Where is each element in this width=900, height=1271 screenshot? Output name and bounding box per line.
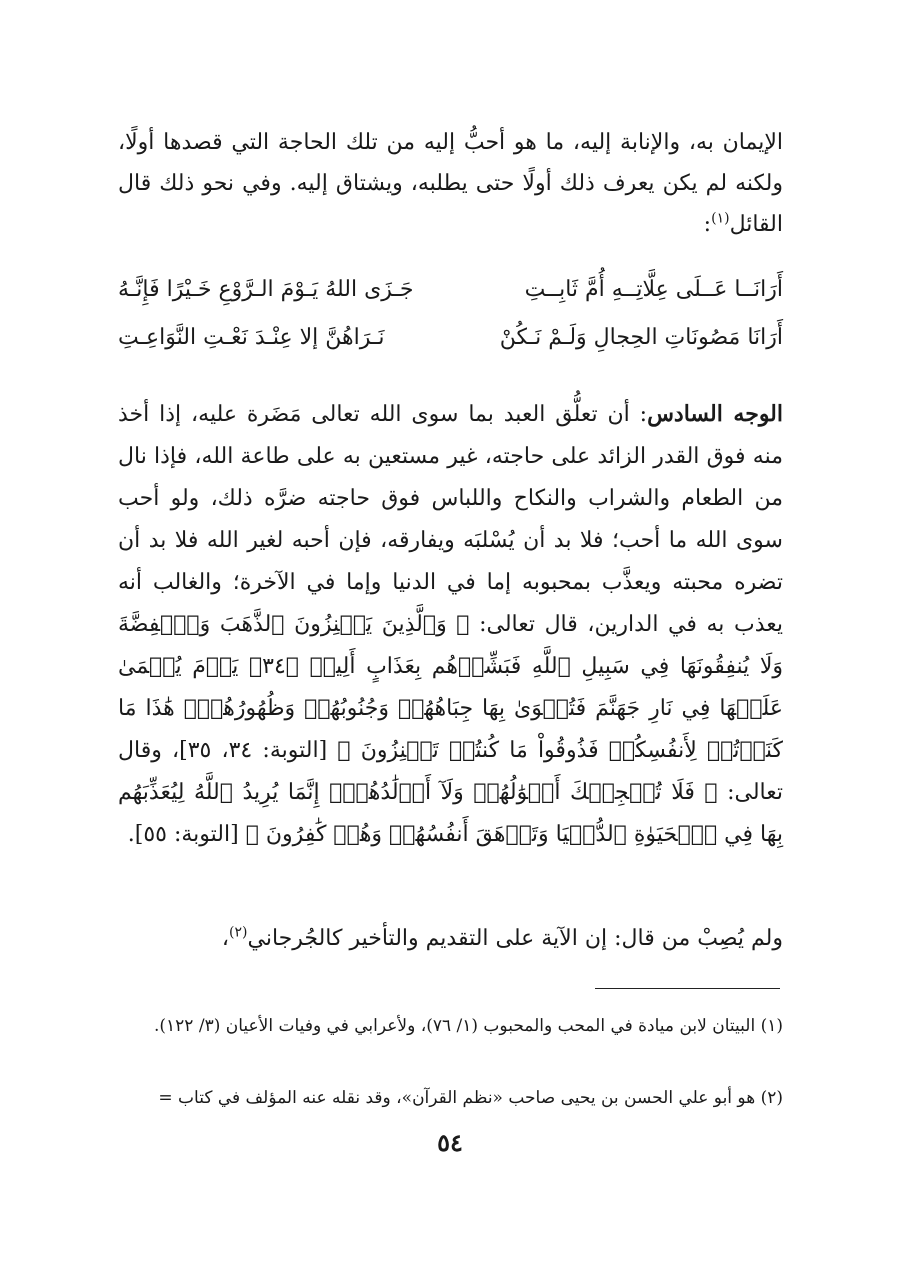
- footnote-1: (١) البيتان لابن ميادة في المحب والمحبوب (١/ ٧٦)، ولأعرابي في وفيات الأعيان (٣/ ١٢٢).: [153, 1016, 783, 1036]
- paragraph-intro: [118, 122, 783, 245]
- footnote-ref-2: (٢): [229, 924, 248, 941]
- paragraph-closing: [118, 918, 783, 959]
- paragraph-intro-text: الإيمان به، والإنابة إليه، ما هو أحبُّ إليه من تلك الحاجة التي قصدها أولًا، ولكنه لم يكن يعرف ذلك أولًا حتى يطلبه، ويشتاق إليه. وفي نحو ذلك قال القائل: [118, 130, 783, 237]
- poem-verse-2: [118, 325, 783, 365]
- verse-1-first-hemistich: أَرَانَــا عَــلَى عِلَّاتِــهِ أُمَّ ثَابِــتِ: [524, 277, 783, 302]
- paragraph-closing-end: ،: [221, 926, 230, 951]
- verse-2-second-hemistich: نَـرَاهُنَّ إلا عِنْـدَ نَعْـتِ النَّوَاعِـتِ: [118, 325, 385, 350]
- footnote-2: (٢) هو أبو علي الحسن بن يحيى صاحب «نظم القرآن»، وقد نقله عنه المؤلف في كتاب =: [158, 1088, 783, 1108]
- paragraph-closing-text: ولم يُصِبْ من قال: إن الآية على التقديم والتأخير كالجُرجاني: [247, 926, 783, 951]
- section-heading: الوجه السادس: [647, 401, 783, 427]
- paragraph-intro-end: :: [703, 212, 712, 237]
- verse-1-second-hemistich: جَـزَى اللهُ يَـوْمَ الـرَّوْعِ خَـيْرًا فَإِنَّـهُ: [118, 277, 414, 302]
- paragraph-sixth-aspect-text: : أن تعلُّق العبد بما سوى الله تعالى مَضَرة عليه، إذا أخذ منه فوق القدر الزائد على حاجته، غير مستعين به على طاعة الله، فإذا نال من الطعام والشراب والنكاح واللباس فوق حاجته ضرَّه ذلك، ولو أحب سوى الله ما أحب؛ فلا بد أن يُسْلبَه ويفارقه، فإن أحبه لغير الله فلا بد أن تضره محبته ويعذَّب بمحبوبه إما في الدنيا وإما في الآخرة؛ والغالب أنه يعذب به في الدارين، قال تعالى: ﴿ وَٱلَّذِينَ يَكۡنِزُونَ ٱلذَّهَبَ وَٱلۡفِضَّةَ وَلَا يُنفِقُونَهَا فِي سَبِيلِ ٱللَّهِ فَبَشِّرۡهُم بِعَذَابٍ أَلِيمٖ ﴿٣٤﴾ يَوۡمَ يُحۡمَىٰ عَلَيۡهَا فِي نَارِ جَهَنَّمَ فَتُكۡوَىٰ بِهَا جِبَاهُهُمۡ وَجُنُوبُهُمۡ وَظُهُورُهُمۡۖ هَٰذَا مَا كَنَزۡتُمۡ لِأَنفُسِكُمۡ فَذُوقُواْ مَا كُنتُمۡ تَكۡنِزُونَ ﴾ [التوبة: ٣٤، ٣٥]، وقال تعالى: ﴿ فَلَا تُعۡجِبۡكَ أَمۡوَٰلُهُمۡ وَلَآ أَوۡلَٰدُهُمۡۚ إِنَّمَا يُرِيدُ ٱللَّهُ لِيُعَذِّبَهُم بِهَا فِي ٱلۡحَيَوٰةِ ٱلدُّنۡيَا وَتَزۡهَقَ أَنفُسُهُمۡ وَهُمۡ كَٰفِرُونَ ﴾ [التوبة: ٥٥].: [118, 402, 783, 847]
- poem-verse-1: [118, 277, 783, 317]
- page-number: ٥٤: [437, 1128, 463, 1157]
- paragraph-sixth-aspect: [118, 393, 783, 856]
- footnote-ref-1: (١): [711, 210, 730, 227]
- footnote-separator: [595, 988, 780, 989]
- verse-2-first-hemistich: أَرَانَا مَصُونَاتِ الحِجالِ وَلَـمْ نَـكُنْ: [499, 325, 783, 350]
